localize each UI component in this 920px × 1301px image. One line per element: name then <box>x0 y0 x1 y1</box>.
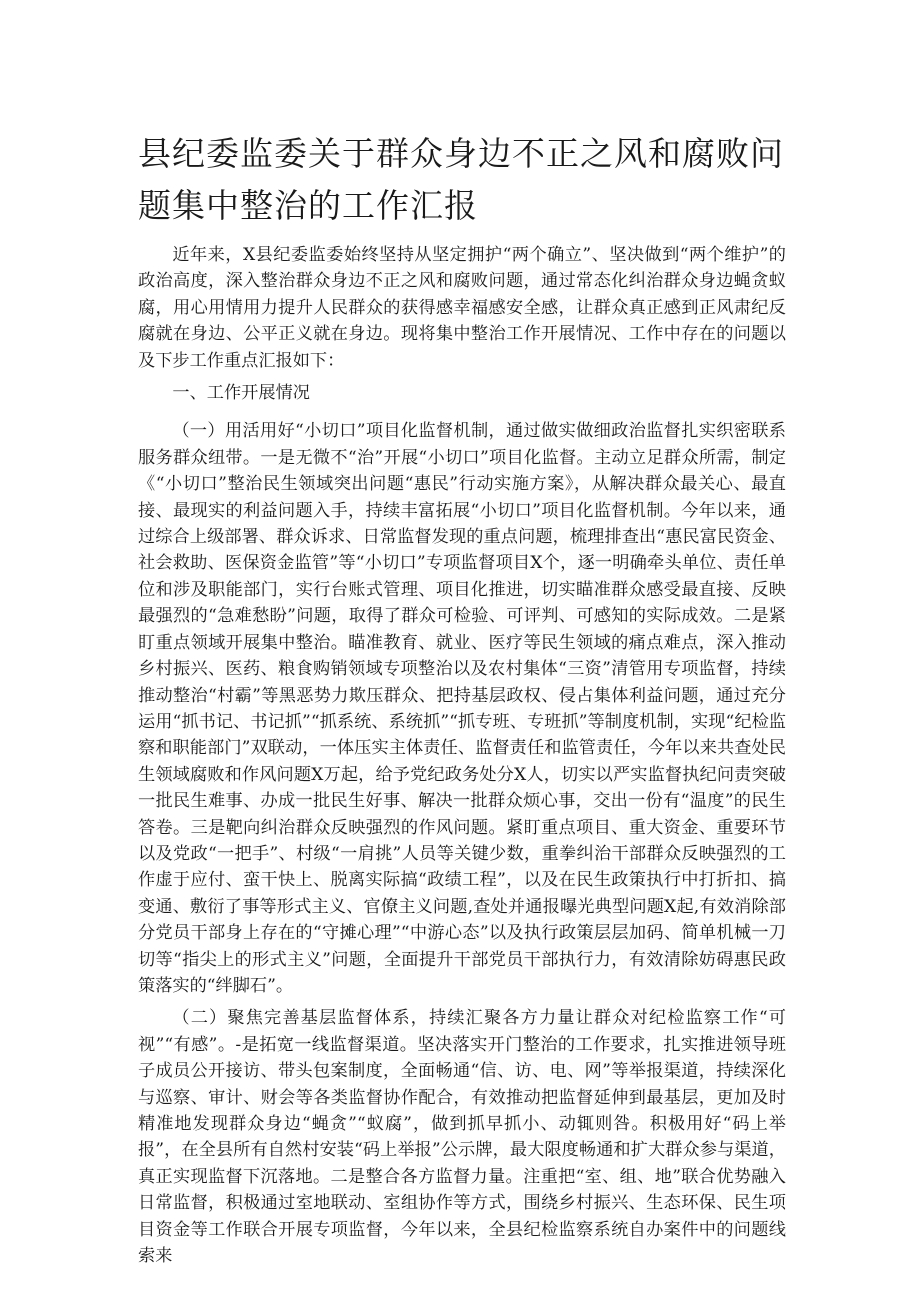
paragraph-1: （一）用活用好“小切口”项目化监督机制，通过做实做细政治监督扎实织密联系服务群众纽带。一是无微不“治”开展“小切口”项目化监督。主动立足群众所需，制定《“小切口”整治民生领域突出问题“惠民”行动实施方案》，从解决群众最关心、最直接、最现实的利益问题入手，持续丰富拓展“小切口”项目化监督机制。今年以来，通过综合上级部署、群众诉求、日常监督发现的重点问题，梳理排查出“惠民富民资金、社会救助、医保资金监管”等“小切口”专项监督项目X个，逐一明确牵头单位、责任单位和涉及职能部门，实行台账式管理、项目化推进，切实瞄准群众感受最直接、反映最强烈的“急难愁盼”问题，取得了群众可检验、可评判、可感知的实际成效。二是紧盯重点领域开展集中整治。瞄准教育、就业、医疗等民生领域的痛点难点，深入推动乡村振兴、医药、粮食购销领域专项整治以及农村集体“三资”清管用专项监督，持续推动整治“村霸”等黑恶势力欺压群众、把持基层政权、侵占集体利益问题，通过充分运用“抓书记、书记抓”“抓系统、系统抓”“抓专班、专班抓”等制度机制，实现“纪检监察和职能部门”双联动，一体压实主体责任、监督责任和监管责任，今年以来共查处民生领域腐败和作风问题X万起，给予党纪政务处分X人，切实以严实监督执纪问责突破一批民生难事、办成一批民生好事、解决一批群众烦心事，交出一份有“温度”的民生答卷。三是靶向纠治群众反映强烈的作风问题。紧盯重点项目、重大资金、重要环节以及党政“一把手”、村级“一肩挑”人员等关键少数，重拳纠治干部群众反映强烈的工作虚于应付、蛮干快上、脱离实际搞“政绩工程”，以及在民生政策执行中打折扣、搞变通、敷衍了事等形式主义、官僚主义问题,查处并通报曝光典型问题X起,有效消除部分党员干部身上存在的“守摊心理”“中游心态”以及执行政策层层加码、简单机械一刀切等“指尖上的形式主义”问题，全面提升干部党员干部执行力，有效清除妨碍惠民政策落实的“绊脚石”。 <box>138 421 786 996</box>
section-heading: 一、工作开展情况 <box>172 383 310 404</box>
document-body <box>138 242 786 1269</box>
document-title: 县纪委监委关于群众身边不正之风和腐败问题集中整治的工作汇报 <box>138 134 784 225</box>
intro-paragraph: 近年来，X县纪委监委始终坚持从坚定拥护“两个确立”、坚决做到“两个维护”的政治高度，深入整治群众身边不正之风和腐败问题，通过常态化纠治群众身边蝇贪蚁腐，用心用情用力提升人民群众的获得感幸福感安全感，让群众真正感到正风肃纪反腐就在身边、公平正义就在身边。现将集中整治工作开展情况、工作中存在的问题以及下步工作重点汇报如下： <box>138 245 786 371</box>
paragraph-2: （二）聚焦完善基层监督体系，持续汇聚各方力量让群众对纪检监察工作“可视”“有感”。-是拓宽一线监督渠道。坚决落实开门整治的工作要求，扎实推进领导班子成员公开接访、带头包案制度，全面畅通“信、访、电、网”等举报渠道，持续深化与巡察、审计、财会等各类监督协作配合，有效推动把监督延伸到最基层，更加及时精准地发现群众身边“蝇贪”“蚁腐”，做到抓早抓小、动辄则咎。积极用好“码上举报”，在全县所有自然村安装“码上举报”公示牌，最大限度畅通和扩大群众参与渠道，真正实现监督下沉落地。二是整合各方监督力量。注重把“室、组、地”联合优势融入日常监督，积极通过室地联动、室组协作等方式，围绕乡村振兴、生态环保、民生项目资金等工作联合开展专项监督，今年以来，全县纪检监察系统自办案件中的问题线索来 <box>138 1008 786 1267</box>
